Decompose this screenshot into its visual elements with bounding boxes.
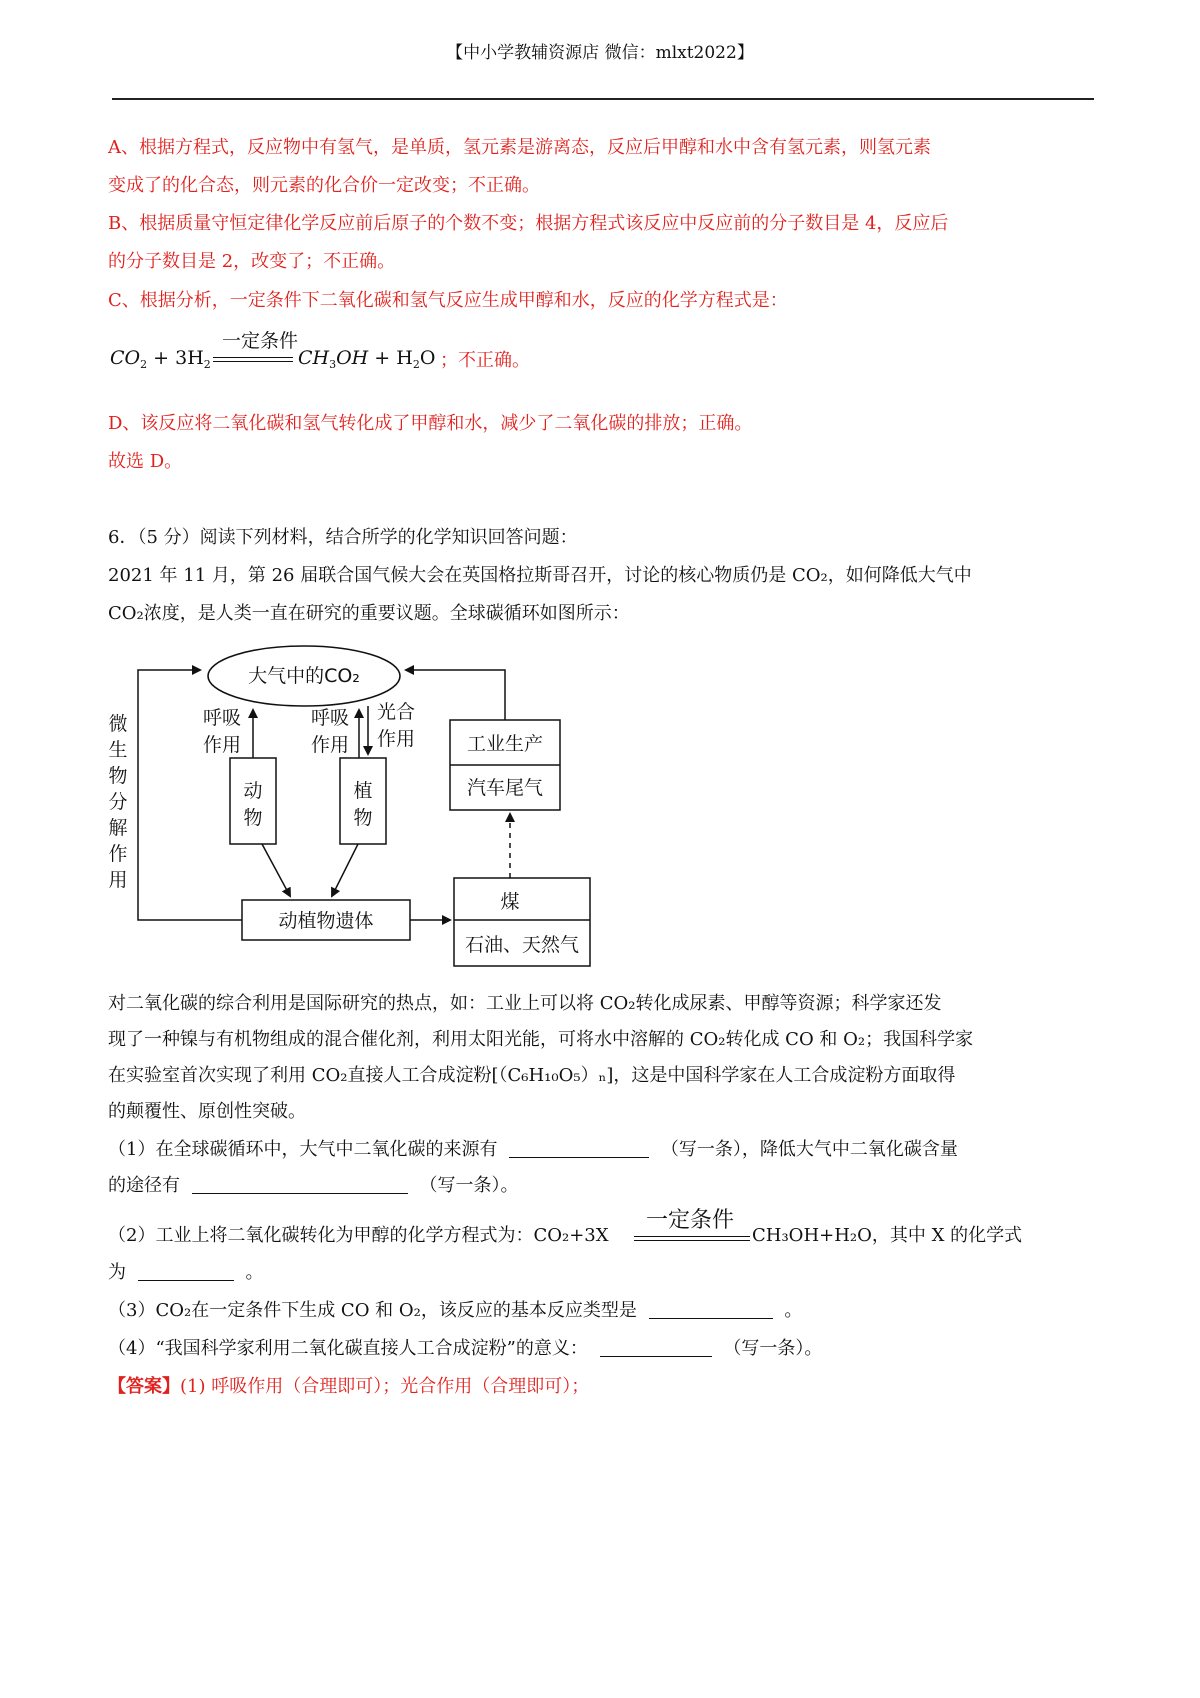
animals-label: 动	[243, 780, 263, 802]
header-divider	[112, 98, 1094, 100]
paragraph-line1: 对二氧化碳的综合利用是国际研究的热点，如：工业上可以将 CO₂转化成尿素、甲醇等资源；科学家还发	[108, 993, 942, 1014]
subquestion-1-text-c: 的途径有	[108, 1175, 180, 1196]
subquestion-1-text-d: （写一条）。	[419, 1175, 519, 1196]
subquestion-3-text-b: 。	[784, 1300, 803, 1321]
answer-blank-1a[interactable]	[509, 1137, 649, 1158]
plant-to-remains-arrow	[332, 844, 358, 896]
paragraph-line2: 现了一种镍与有机物组成的混合催化剂，利用太阳光能，可将水中溶解的 CO₂转化成 CO 和 O₂；我国科学家	[108, 1029, 974, 1050]
animal-to-remains-arrow	[262, 844, 290, 896]
explanation-c-line1: C、根据分析，一定条件下二氧化碳和氢气反应生成甲醇和水，反应的化学方程式是：	[108, 290, 788, 311]
subquestion-1-text-a: （1）在全球碳循环中，大气中二氧化碳的来源有	[108, 1139, 498, 1160]
subquestion-3-text-a: （3）CO₂在一定条件下生成 CO 和 O₂，该反应的基本反应类型是	[108, 1300, 637, 1321]
decomposition-char: 作	[108, 843, 128, 865]
oil-gas-label: 石油、天然气	[464, 934, 580, 956]
answer-blank-4[interactable]	[600, 1336, 712, 1357]
paragraph-line3: 在实验室首次实现了利用 CO₂直接人工合成淀粉[（C₆H₁₀O₅）ₙ]，这是中国科学家在人工合成淀粉方面取得	[108, 1065, 956, 1086]
remains-label: 动植物遗体	[278, 910, 374, 932]
respiration-label: 呼吸	[310, 707, 350, 729]
subquestion-2-condition: 一定条件	[646, 1208, 735, 1233]
respiration-label: 作用	[310, 734, 350, 756]
photosynthesis-label: 作用	[376, 728, 416, 750]
question-intro-line2: CO₂浓度，是人类一直在研究的重要议题。全球碳循环如图所示：	[108, 603, 630, 624]
subquestion-1-text-b: （写一条），降低大气中二氧化碳含量	[660, 1139, 958, 1160]
industry-label: 工业生产	[466, 733, 544, 755]
equation-reactants: $CO_2 + 3H_2$	[110, 347, 211, 371]
answer-tag: 【答案】	[108, 1376, 180, 1397]
subquestion-2-cont	[108, 1259, 263, 1286]
decomposition-char: 用	[108, 869, 128, 891]
decomposition-char: 物	[108, 765, 128, 787]
plants-label: 物	[353, 807, 373, 829]
answer-text: (1) 呼吸作用（合理即可）；光合作用（合理即可）；	[180, 1376, 590, 1397]
explanation-conclusion: 故选 D。	[108, 451, 183, 472]
subquestion-2-bar-bottom	[634, 1240, 750, 1241]
decomposition-char: 生	[108, 739, 128, 761]
subquestion-2-text-c: 为	[108, 1262, 126, 1283]
exhaust-label: 汽车尾气	[466, 777, 544, 799]
subquestion-3	[108, 1297, 802, 1324]
subquestion-2-text-a: （2）工业上将二氧化碳转化为甲醇的化学方程式为：CO₂+3X	[108, 1225, 609, 1246]
decomposition-char: 微	[108, 713, 128, 735]
answer-line	[108, 1373, 589, 1400]
subquestion-2-bar-top	[634, 1236, 750, 1237]
photosynthesis-label: 光合	[376, 701, 416, 723]
question-title: 6．（5 分）阅读下列材料，结合所学的化学知识回答问题：	[108, 527, 578, 548]
explanation-b-line1: B、根据质量守恒定律化学反应前后原子的个数不变；根据方程式该反应中反应前的分子数目是 4，反应后	[108, 213, 949, 234]
decomposition-label	[108, 713, 127, 891]
decomposition-char: 分	[108, 791, 128, 813]
explanation-a-line1: A、根据方程式，反应物中有氢气，是单质，氢元素是游离态，反应后甲醇和水中含有氢元素，则氢元素	[108, 137, 931, 158]
equation-condition: 一定条件	[222, 330, 299, 352]
subquestion-4-text-b: （写一条）。	[723, 1338, 823, 1359]
subquestion-4-text-a: （4）“我国科学家利用二氧化碳直接人工合成淀粉”的意义：	[108, 1338, 588, 1359]
subquestion-2-text-b: CH₃OH+H₂O，其中 X 的化学式	[752, 1225, 1023, 1246]
atmosphere-label: 大气中的CO₂	[248, 665, 360, 687]
question-intro-line1: 2021 年 11 月，第 26 届联合国气候大会在英国格拉斯哥召开，讨论的核心物质仍是 CO₂，如何降低大气中	[108, 565, 972, 586]
answer-blank-2[interactable]	[138, 1260, 234, 1281]
explanation-c-tail: ；不正确。	[440, 350, 530, 371]
explanation-a-line2: 变成了的化合态，则元素的化合价一定改变；不正确。	[108, 175, 540, 196]
explanation-d-line: D、该反应将二氧化碳和氢气转化成了甲醇和水，减少了二氧化碳的排放；正确。	[108, 413, 753, 434]
equation-bar-bottom	[213, 361, 293, 362]
carbon-cycle-diagram	[100, 640, 600, 980]
subquestion-4	[108, 1335, 822, 1362]
respiration-label: 呼吸	[202, 707, 242, 729]
coal-label: 煤	[500, 891, 520, 913]
answer-blank-1b[interactable]	[192, 1173, 408, 1194]
subquestion-2-text-d: 。	[245, 1262, 264, 1283]
page-header: 【中小学教辅资源店 微信：mlxt2022】	[446, 43, 754, 63]
respiration-label: 作用	[202, 734, 242, 756]
plants-label: 植	[353, 780, 373, 802]
subquestion-1-cont	[108, 1172, 518, 1199]
industry-emission-arrow	[406, 670, 505, 720]
paragraph-line4: 的颠覆性、原创性突破。	[108, 1101, 306, 1122]
equation-bar-top	[213, 357, 293, 358]
answer-blank-3[interactable]	[649, 1298, 773, 1319]
animals-label: 物	[243, 807, 263, 829]
equation-products: $CH_3OH + H_2O$	[298, 347, 436, 371]
explanation-b-line2: 的分子数目是 2，改变了；不正确。	[108, 251, 396, 272]
decomposition-char: 解	[108, 817, 128, 839]
subquestion-1	[108, 1136, 958, 1163]
